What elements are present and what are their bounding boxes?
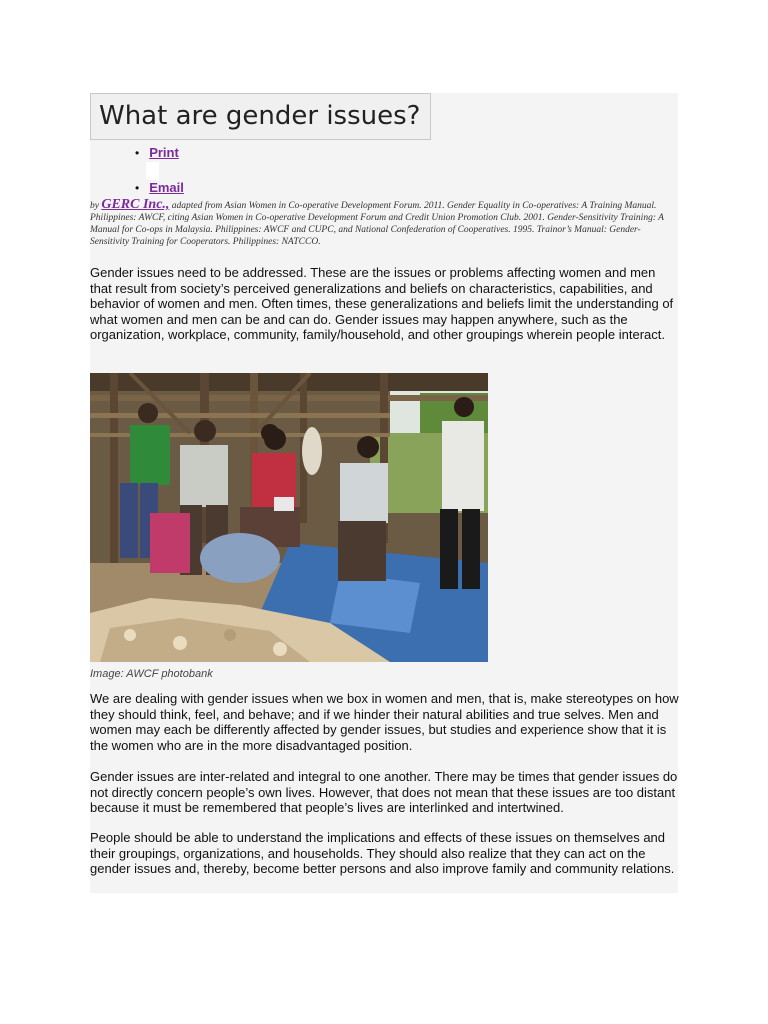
article-content xyxy=(90,93,678,893)
print-link[interactable]: Print xyxy=(149,145,179,160)
paragraph-intro: Gender issues need to be addressed. These are the issues or problems affecting women and men that result from society’s perceived generalizations and beliefs on characteristics, capabilities, and behavior of women and men. Often times, these generalizations and beliefs limit the understanding of what women and men can be and can do. Gender issues may happen anywhere, such as the organization, workplace, community, family/household, and other groupings wherein people interact. xyxy=(90,265,674,343)
paragraph-implications: People should be able to understand the implications and effects of these issues on themselves and their groupings, organizations, and households. They should also realize that they can act on the gender issues and, thereby, become better persons and also improve family and community relations. xyxy=(90,830,675,877)
author-link[interactable]: GERC Inc., xyxy=(101,197,170,212)
paragraph-interrelated: Gender issues are inter-related and integral to one another. There may be times that gender issues do not directly concern people’s own lives. However, that does not mean that these issues are too distant because it must be remembered that people’s lives are interlinked and intertwined. xyxy=(90,769,678,816)
page-title: What are gender issues? xyxy=(99,101,421,131)
article-photo xyxy=(90,373,488,662)
share-divider xyxy=(146,162,159,180)
title-box xyxy=(90,93,431,140)
byline-source: adapted from Asian Women in Co-operative Development Forum. 2011. Gender Equality in Co-operatives: A Training Manual. Philippines: AWCF, citing Asian Women in Co-operative Development Forum and Credit Union Promotion Club. 2001. Gender-Sensitivity Training: A Manual for Co-ops in Malaysia. Philippines: AWCF and CUPC, and National Confederation of Cooperatives. 1995. Trainor’s Manual: Gender-Sensitivity Training for Cooperators. Philippines: NATCCO. xyxy=(90,201,664,247)
paragraph-stereotypes: We are dealing with gender issues when we box in women and men, that is, make stereotypes on how they should think, feel, and behave; and if we hinder their natural abilities and true selves. Men and women may each be differently affected by gender issues, but studies and experience show that it is the women who are in the more disadvantaged position. xyxy=(90,691,679,753)
email-link[interactable]: Email xyxy=(149,180,184,195)
share-item-print xyxy=(135,145,179,160)
byline xyxy=(90,199,678,248)
share-item-email xyxy=(135,180,184,195)
image-caption: Image: AWCF photobank xyxy=(90,668,213,680)
bullet-icon: • xyxy=(135,181,140,195)
byline-prefix: by xyxy=(90,201,102,211)
bullet-icon: • xyxy=(135,146,140,160)
